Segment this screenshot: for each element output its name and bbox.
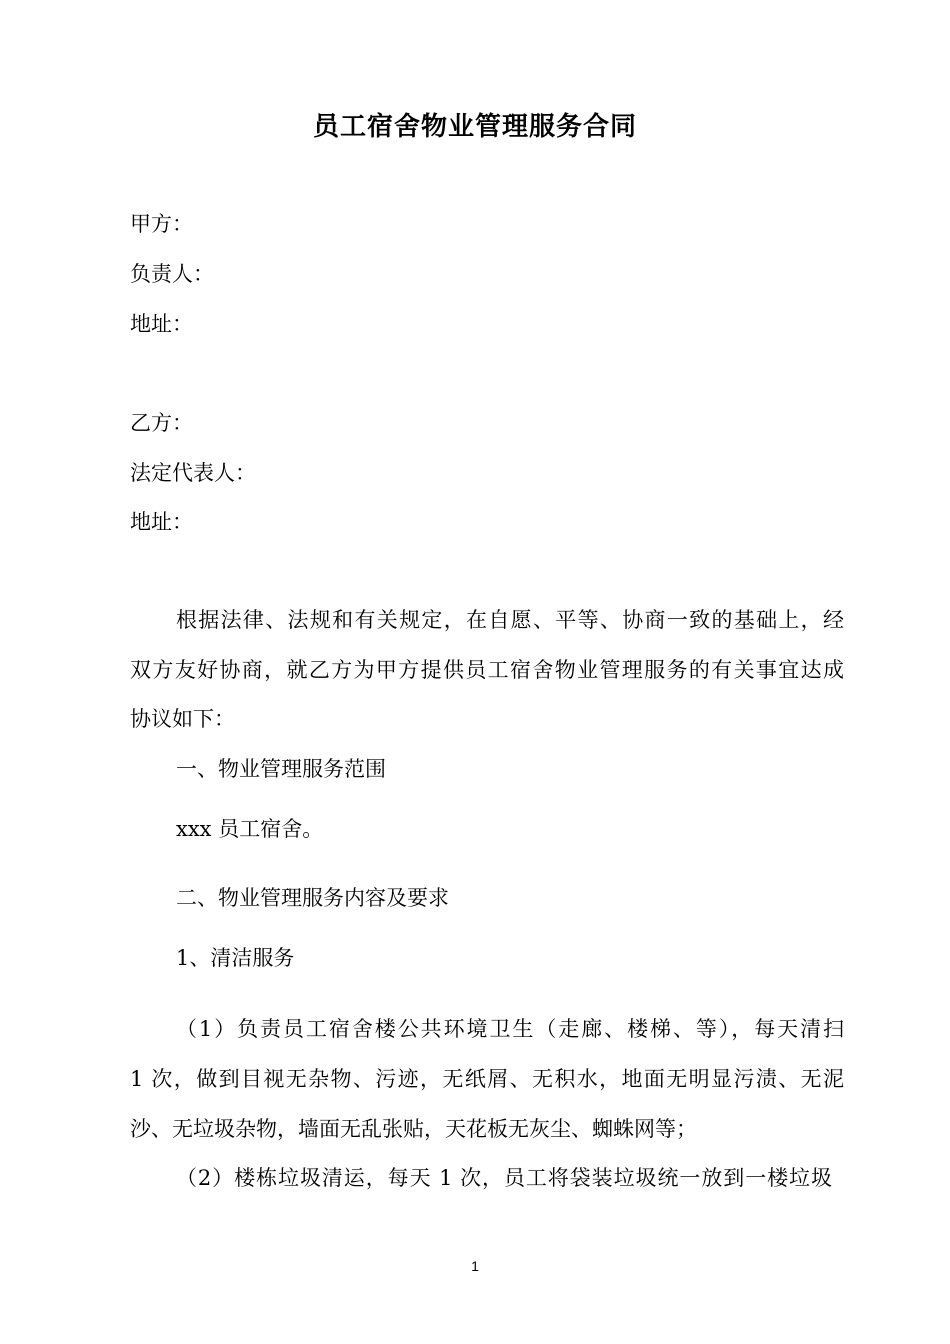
section-1-heading: 一、物业管理服务范围 bbox=[176, 757, 386, 781]
party-a-person: 负责人： bbox=[130, 262, 214, 286]
party-a-label: 甲方： bbox=[130, 212, 193, 236]
item-1-line-3: 沙、无垃圾杂物，墙面无乱张贴，天花板无灰尘、蜘蛛网等； bbox=[130, 1117, 697, 1141]
section-2-heading: 二、物业管理服务内容及要求 bbox=[176, 886, 449, 910]
document-title: 员工宿舍物业管理服务合同 bbox=[312, 112, 637, 142]
preamble-line-2: 双方友好协商，就乙方为甲方提供员工宿舍物业管理服务的有关事宜达成 bbox=[130, 658, 844, 682]
item-1-line-1: （1）负责员工宿舍楼公共环境卫生（走廊、楼梯、等），每天清扫 bbox=[176, 1017, 844, 1041]
party-b-person: 法定代表人： bbox=[130, 461, 256, 485]
section-1-content: xxx 员工宿舍。 bbox=[176, 817, 324, 841]
preamble-line-1: 根据法律、法规和有关规定，在自愿、平等、协商一致的基础上，经 bbox=[176, 608, 844, 632]
item-2-line-1: （2）楼栋垃圾清运，每天 1 次，员工将袋装垃圾统一放到一楼垃圾 bbox=[176, 1166, 832, 1190]
page-number: 1 bbox=[471, 1258, 479, 1274]
subsection-1-heading: 1、清洁服务 bbox=[176, 946, 295, 970]
party-a-address: 地址： bbox=[130, 312, 193, 336]
party-b-address: 地址： bbox=[130, 510, 193, 534]
item-1-line-2: 1 次，做到目视无杂物、污迹，无纸屑、无积水，地面无明显污渍、无泥 bbox=[130, 1067, 844, 1091]
party-b-label: 乙方： bbox=[130, 411, 193, 435]
preamble-line-3: 协议如下： bbox=[130, 707, 235, 731]
